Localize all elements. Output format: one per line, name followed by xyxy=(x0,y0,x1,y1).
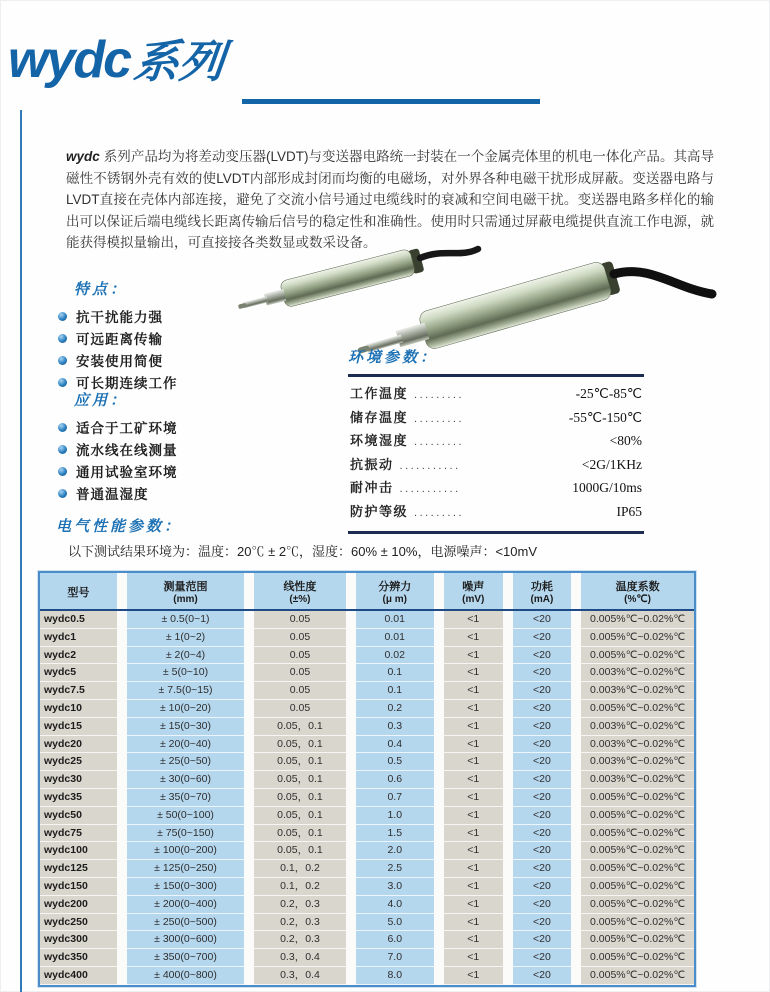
table-row xyxy=(40,718,694,736)
table-row xyxy=(40,949,694,967)
spec-cell: 0.2，0.3 xyxy=(249,931,350,949)
spec-cell: 0.005%℃~0.02%℃ xyxy=(576,789,694,807)
list-item xyxy=(58,460,178,482)
spec-cell: 7.0 xyxy=(351,949,439,967)
spec-cell: 0.005%℃~0.02%℃ xyxy=(576,949,694,967)
model-cell: wydc250 xyxy=(40,914,122,932)
spec-cell: 0.3，0.4 xyxy=(249,967,350,985)
spec-cell: <20 xyxy=(508,789,577,807)
spec-cell: 0.003%℃~0.02%℃ xyxy=(576,736,694,754)
env-parameter-label: 储存温度 xyxy=(350,409,409,425)
env-parameter-value: -55℃-150℃ xyxy=(568,409,642,425)
dotted-leader: ......... xyxy=(414,412,465,425)
test-condition-note: 以下测试结果环境为：温度：20℃ ± 2℃，湿度：60% ± 10%，电源噪声：<10mV xyxy=(68,544,537,559)
page-title xyxy=(8,31,227,89)
spec-cell: <20 xyxy=(508,931,577,949)
table-row xyxy=(40,771,694,789)
model-cell: wydc100 xyxy=(40,842,122,860)
model-cell: wydc125 xyxy=(40,860,122,878)
list-item xyxy=(58,482,178,504)
spec-cell: 0.005%℃~0.02%℃ xyxy=(576,700,694,718)
spec-cell: ± 35(0~70) xyxy=(122,789,250,807)
spec-cell: <20 xyxy=(508,825,577,843)
small-sensor-body xyxy=(235,246,425,319)
spec-table xyxy=(38,571,696,987)
spec-cell: <20 xyxy=(508,878,577,896)
electrical-heading: 电气性能参数： xyxy=(56,518,183,535)
spec-cell: <20 xyxy=(508,896,577,914)
spec-cell: 6.0 xyxy=(351,931,439,949)
table-row xyxy=(40,682,694,700)
env-parameter-row xyxy=(350,430,642,454)
list-item-label: 流水线在线测量 xyxy=(76,443,178,458)
spec-cell: <20 xyxy=(508,914,577,932)
model-cell: wydc300 xyxy=(40,931,122,949)
spec-cell: ± 10(0~20) xyxy=(122,700,250,718)
list-item-label: 安装使用简便 xyxy=(76,354,163,369)
spec-cell: 0.005%℃~0.02%℃ xyxy=(576,967,694,985)
spec-cell: 1.0 xyxy=(351,807,439,825)
env-parameter-label: 耐冲击 xyxy=(350,480,394,495)
spec-cell: <1 xyxy=(439,878,508,896)
bullet-icon xyxy=(58,356,67,365)
spec-cell: 5.0 xyxy=(351,914,439,932)
spec-cell: ± 0.5(0~1) xyxy=(122,611,250,629)
env-parameter-label: 防护等级 xyxy=(350,503,409,519)
table-row xyxy=(40,842,694,860)
env-parameter-value: -25℃-85℃ xyxy=(575,386,642,401)
table-row xyxy=(40,807,694,825)
spec-cell: 0.05，0.1 xyxy=(249,807,350,825)
spec-cell: 0.05，0.1 xyxy=(249,842,350,860)
spec-cell: 0.05 xyxy=(249,647,350,665)
spec-cell: <20 xyxy=(508,629,577,647)
model-cell: wydc350 xyxy=(40,949,122,967)
spec-cell: <20 xyxy=(508,771,577,789)
env-parameter-row xyxy=(350,407,642,431)
spec-cell: 0.01 xyxy=(351,611,439,629)
spec-cell: 0.003%℃~0.02%℃ xyxy=(576,718,694,736)
table-row xyxy=(40,753,694,771)
env-parameter-value: 1000G/10ms xyxy=(572,480,642,495)
spec-cell: 0.05，0.1 xyxy=(249,825,350,843)
spec-cell: ± 125(0~250) xyxy=(122,860,250,878)
column-header xyxy=(508,573,577,609)
spec-cell: 0.005%℃~0.02%℃ xyxy=(576,807,694,825)
spec-cell: 0.3，0.4 xyxy=(249,949,350,967)
env-parameter-row xyxy=(350,477,642,501)
model-cell: wydc15 xyxy=(40,718,122,736)
spec-table-header xyxy=(40,573,694,611)
model-cell: wydc20 xyxy=(40,736,122,754)
list-item-label: 通用试验室环境 xyxy=(76,465,178,480)
list-item-label: 抗干扰能力强 xyxy=(76,310,163,325)
spec-table-body xyxy=(40,611,694,985)
column-header-unit: (mm) xyxy=(173,594,198,605)
table-row xyxy=(40,914,694,932)
table-row xyxy=(40,736,694,754)
spec-cell: 2.5 xyxy=(351,860,439,878)
spec-cell: <1 xyxy=(439,842,508,860)
table-row xyxy=(40,931,694,949)
spec-cell: <20 xyxy=(508,718,577,736)
bullet-icon xyxy=(58,489,67,498)
spec-cell: <1 xyxy=(439,949,508,967)
spec-cell: 0.005%℃~0.02%℃ xyxy=(576,914,694,932)
list-item-label: 普通温湿度 xyxy=(76,487,149,502)
spec-cell: 0.6 xyxy=(351,771,439,789)
spec-cell: <1 xyxy=(439,647,508,665)
spec-cell: ± 75(0~150) xyxy=(122,825,250,843)
spec-cell: 0.1，0.2 xyxy=(249,860,350,878)
bullet-icon xyxy=(58,378,67,387)
column-header-unit: (μ m) xyxy=(382,594,407,605)
bullet-icon xyxy=(58,467,67,476)
spec-cell: 0.2 xyxy=(351,700,439,718)
applications-list xyxy=(58,416,178,504)
spec-cell: <20 xyxy=(508,949,577,967)
intro-lead: wydc xyxy=(66,149,100,164)
table-row xyxy=(40,629,694,647)
spec-cell: 0.05，0.1 xyxy=(249,789,350,807)
spec-cell: 0.4 xyxy=(351,736,439,754)
table-row xyxy=(40,647,694,665)
spec-cell: 0.05 xyxy=(249,700,350,718)
spec-cell: 1.5 xyxy=(351,825,439,843)
spec-cell: ± 20(0~40) xyxy=(122,736,250,754)
spec-cell: ± 150(0~300) xyxy=(122,878,250,896)
spec-cell: 0.005%℃~0.02%℃ xyxy=(576,647,694,665)
spec-cell: <1 xyxy=(439,611,508,629)
spec-cell: <1 xyxy=(439,860,508,878)
spec-cell: 3.0 xyxy=(351,878,439,896)
spec-cell: 0.005%℃~0.02%℃ xyxy=(576,860,694,878)
table-row xyxy=(40,878,694,896)
spec-cell: <1 xyxy=(439,682,508,700)
dotted-leader: ......... xyxy=(414,506,465,519)
spec-cell: 0.05 xyxy=(249,629,350,647)
column-header xyxy=(249,573,350,609)
list-item xyxy=(58,327,178,349)
environment-parameters xyxy=(348,374,644,534)
column-header-unit: (mV) xyxy=(462,594,485,605)
spec-cell: <20 xyxy=(508,842,577,860)
spec-cell: 0.05 xyxy=(249,682,350,700)
bullet-icon xyxy=(58,423,67,432)
spec-cell: 0.05，0.1 xyxy=(249,771,350,789)
large-sensor-cable xyxy=(614,272,712,294)
env-parameter-label: 抗振动 xyxy=(350,456,394,472)
spec-cell: 0.05，0.1 xyxy=(249,736,350,754)
env-parameter-value: IP65 xyxy=(616,503,642,519)
spec-cell: <1 xyxy=(439,718,508,736)
list-item xyxy=(58,416,178,438)
spec-cell: 0.2，0.3 xyxy=(249,896,350,914)
column-header-title: 分辨力 xyxy=(378,581,412,593)
spec-cell: 8.0 xyxy=(351,967,439,985)
env-parameter-value: <2G/1KHz xyxy=(581,456,642,472)
bullet-icon xyxy=(58,312,67,321)
spec-cell: <1 xyxy=(439,700,508,718)
spec-cell: ± 50(0~100) xyxy=(122,807,250,825)
env-parameter-value: <80% xyxy=(609,433,642,448)
spec-cell: ± 2(0~4) xyxy=(122,647,250,665)
spec-cell: ± 100(0~200) xyxy=(122,842,250,860)
spec-cell: <1 xyxy=(439,664,508,682)
column-header-unit: (±%) xyxy=(289,594,311,605)
bullet-icon xyxy=(58,334,67,343)
model-cell: wydc5 xyxy=(40,664,122,682)
list-item xyxy=(58,438,178,460)
applications-section xyxy=(58,392,178,504)
spec-cell: 0.05，0.1 xyxy=(249,753,350,771)
intro-body: 系列产品均为将差动变压器(LVDT)与变送器电路统一封装在一个金属壳体里的机电一体化产品。其高导磁性不锈钢外壳有效的使LVDT内部形成封闭而均衡的电磁场，对外界各种电磁干扰形成屏蔽。变送器电路与LVDT直接在壳体内部连接，避免了交流小信号通过电缆线时的衰减和空间电磁干扰。变送器电路多样化的输出可以保证后端电缆线长距离传输后信号的稳定性和准确性。使用时只需通过屏蔽电缆提供直流工作电源，就能获得模拟量输出，可直接接各类数显或数采设备。 xyxy=(66,149,714,250)
spec-cell: <20 xyxy=(508,664,577,682)
column-header xyxy=(351,573,439,609)
lvdt-sensors-photo xyxy=(230,212,770,362)
spec-cell: 0.2，0.3 xyxy=(249,914,350,932)
spec-cell: <1 xyxy=(439,967,508,985)
dotted-leader: ........... xyxy=(399,483,461,495)
spec-cell: ± 1(0~2) xyxy=(122,629,250,647)
list-item-label: 适合于工矿环境 xyxy=(76,421,178,436)
column-header-title: 线性度 xyxy=(283,581,317,593)
model-cell: wydc1 xyxy=(40,629,122,647)
table-row xyxy=(40,789,694,807)
model-cell: wydc75 xyxy=(40,825,122,843)
table-row xyxy=(40,896,694,914)
column-header-unit: (%℃) xyxy=(624,594,651,605)
table-row xyxy=(40,611,694,629)
model-cell: wydc150 xyxy=(40,878,122,896)
spec-cell: ± 7.5(0~15) xyxy=(122,682,250,700)
spec-cell: <1 xyxy=(439,789,508,807)
features-heading: 特点： xyxy=(74,281,129,298)
table-row xyxy=(40,860,694,878)
model-cell: wydc7.5 xyxy=(40,682,122,700)
spec-cell: <1 xyxy=(439,931,508,949)
env-parameter-row xyxy=(350,383,642,407)
column-header-title: 功耗 xyxy=(530,581,553,593)
spec-cell: <20 xyxy=(508,682,577,700)
spec-cell: 0.02 xyxy=(351,647,439,665)
spec-cell: 0.005%℃~0.02%℃ xyxy=(576,842,694,860)
list-item-label: 可长期连续工作 xyxy=(76,376,178,391)
list-item xyxy=(58,371,178,393)
title-underline xyxy=(242,99,540,104)
spec-cell: 0.01 xyxy=(351,629,439,647)
spec-cell: 0.3 xyxy=(351,718,439,736)
spec-cell: <20 xyxy=(508,967,577,985)
model-cell: wydc35 xyxy=(40,789,122,807)
env-parameter-label: 工作温度 xyxy=(350,386,409,401)
spec-cell: 0.1 xyxy=(351,682,439,700)
spec-cell: 0.005%℃~0.02%℃ xyxy=(576,825,694,843)
spec-cell: 0.003%℃~0.02%℃ xyxy=(576,771,694,789)
spec-cell: ± 300(0~600) xyxy=(122,931,250,949)
table-row xyxy=(40,825,694,843)
spec-cell: ± 200(0~400) xyxy=(122,896,250,914)
spec-cell: 0.5 xyxy=(351,753,439,771)
env-parameter-row xyxy=(350,454,642,478)
spec-cell: <20 xyxy=(508,700,577,718)
spec-cell: 0.003%℃~0.02%℃ xyxy=(576,682,694,700)
spec-cell: ± 25(0~50) xyxy=(122,753,250,771)
table-row xyxy=(40,664,694,682)
model-cell: wydc10 xyxy=(40,700,122,718)
applications-heading: 应用： xyxy=(74,392,129,409)
model-cell: wydc0.5 xyxy=(40,611,122,629)
model-cell: wydc200 xyxy=(40,896,122,914)
bullet-icon xyxy=(58,445,67,454)
spec-cell: ± 30(0~60) xyxy=(122,771,250,789)
column-header xyxy=(439,573,508,609)
list-item xyxy=(58,349,178,371)
spec-cell: <1 xyxy=(439,753,508,771)
spec-cell: 0.005%℃~0.02%℃ xyxy=(576,896,694,914)
spec-cell: 0.003%℃~0.02%℃ xyxy=(576,664,694,682)
spec-cell: ± 400(0~800) xyxy=(122,967,250,985)
dotted-leader: ........... xyxy=(399,459,461,472)
small-sensor-cable xyxy=(420,249,478,258)
list-item xyxy=(58,305,178,327)
spec-cell: 0.05，0.1 xyxy=(249,718,350,736)
spec-cell: 4.0 xyxy=(351,896,439,914)
spec-cell: <20 xyxy=(508,753,577,771)
column-header-title: 型号 xyxy=(67,586,90,599)
column-header-title: 温度系数 xyxy=(615,581,660,593)
spec-cell: 0.05 xyxy=(249,611,350,629)
spec-cell: <1 xyxy=(439,825,508,843)
column-header-title: 测量范围 xyxy=(163,581,208,593)
model-cell: wydc25 xyxy=(40,753,122,771)
spec-cell: <1 xyxy=(439,771,508,789)
spec-cell: <1 xyxy=(439,807,508,825)
spec-cell: 0.1，0.2 xyxy=(249,878,350,896)
spec-cell: 0.05 xyxy=(249,664,350,682)
environment-section xyxy=(348,349,644,534)
spec-cell: <1 xyxy=(439,914,508,932)
spec-cell: 0.003%℃~0.02%℃ xyxy=(576,753,694,771)
env-parameter-label: 环境湿度 xyxy=(350,433,409,448)
model-cell: wydc50 xyxy=(40,807,122,825)
spec-cell: ± 15(0~30) xyxy=(122,718,250,736)
list-item-label: 可远距离传输 xyxy=(76,332,163,347)
spec-cell: 0.005%℃~0.02%℃ xyxy=(576,931,694,949)
spec-cell: <1 xyxy=(439,629,508,647)
column-header-title: 噪声 xyxy=(462,581,485,593)
features-section xyxy=(58,281,178,393)
spec-cell: <20 xyxy=(508,807,577,825)
environment-heading: 环境参数： xyxy=(348,349,439,366)
column-header xyxy=(122,573,250,609)
spec-cell: ± 5(0~10) xyxy=(122,664,250,682)
spec-cell: 0.005%℃~0.02%℃ xyxy=(576,629,694,647)
model-cell: wydc400 xyxy=(40,967,122,985)
left-margin-rule xyxy=(20,110,22,992)
column-header-unit: (mA) xyxy=(530,594,554,605)
spec-cell: <20 xyxy=(508,611,577,629)
model-cell: wydc2 xyxy=(40,647,122,665)
spec-cell: <1 xyxy=(439,896,508,914)
spec-cell: <1 xyxy=(439,736,508,754)
spec-cell: 0.7 xyxy=(351,789,439,807)
spec-cell: <20 xyxy=(508,860,577,878)
spec-cell: <20 xyxy=(508,736,577,754)
spec-cell: ± 250(0~500) xyxy=(122,914,250,932)
dotted-leader: ......... xyxy=(414,389,465,401)
spec-cell: 2.0 xyxy=(351,842,439,860)
model-cell: wydc30 xyxy=(40,771,122,789)
spec-cell: 0.005%℃~0.02%℃ xyxy=(576,878,694,896)
series-title-cn: 系列 xyxy=(131,37,227,87)
table-row xyxy=(40,967,694,985)
spec-cell: 0.1 xyxy=(351,664,439,682)
column-header xyxy=(40,573,122,609)
series-title-latin: wydc xyxy=(8,31,131,89)
spec-cell: <20 xyxy=(508,647,577,665)
table-row xyxy=(40,700,694,718)
column-header xyxy=(576,573,694,609)
spec-cell: 0.005%℃~0.02%℃ xyxy=(576,611,694,629)
dotted-leader: ......... xyxy=(414,436,465,448)
spec-cell: ± 350(0~700) xyxy=(122,949,250,967)
electrical-section xyxy=(56,518,537,560)
features-list xyxy=(58,305,178,393)
